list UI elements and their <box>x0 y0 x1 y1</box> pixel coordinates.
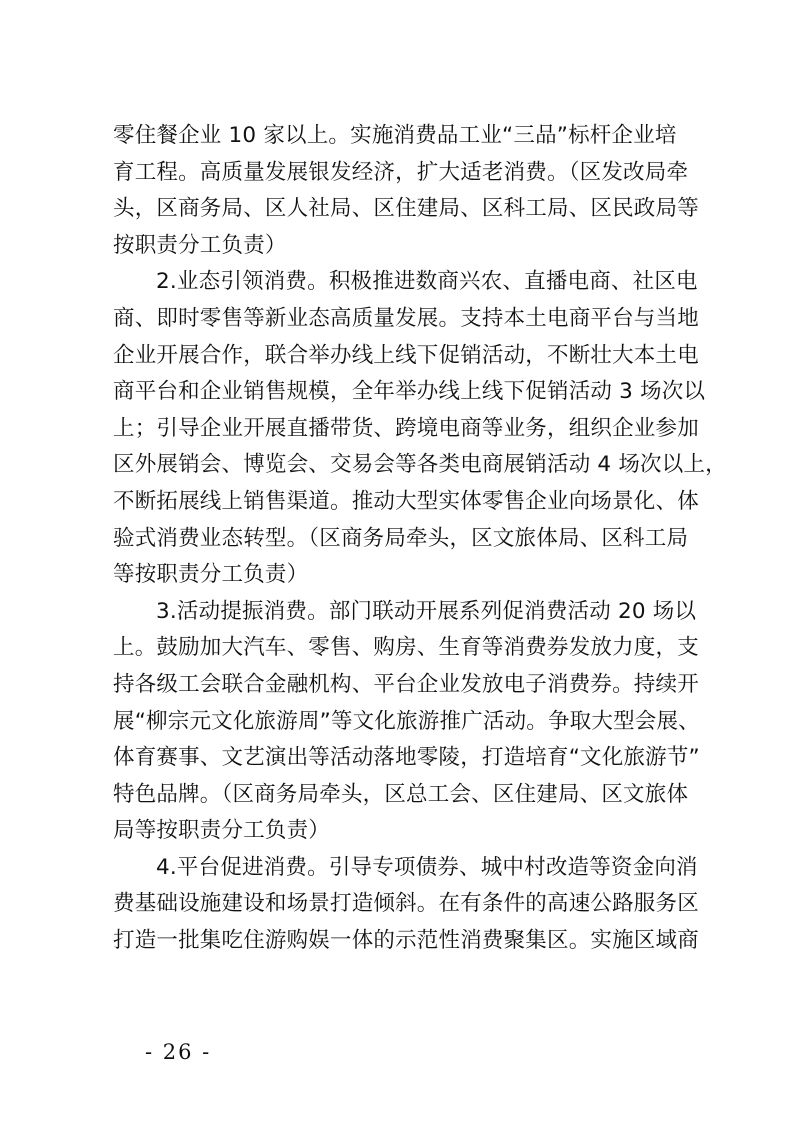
body-line: 按职责分工负责） <box>113 232 287 258</box>
body-line: 持各级工会联合金融机构、平台企业发放电子消费券。持续开 <box>113 671 699 697</box>
body-line: 育工程。高质量发展银发经济，扩大适老消费。（区发改局牵 <box>113 159 689 185</box>
body-line: 特色品牌。（区商务局牵头，区总工会、区住建局、区文旅体 <box>113 781 689 807</box>
document-body <box>113 118 727 960</box>
body-line: 上。鼓励加大汽车、零售、购房、生育等消费券发放力度，支 <box>113 635 699 661</box>
body-line: 局等按职责分工负责） <box>113 818 331 844</box>
body-line: 商平台和企业销售规模，全年举办线上线下促销活动 3 场次以 <box>113 379 706 405</box>
paragraph-heading-line: 4.平台促进消费。引导专项债券、城中村改造等资金向消 <box>156 854 698 880</box>
body-line: 验式消费业态转型。（区商务局牵头，区文旅体局、区科工局 <box>113 525 689 551</box>
body-line: 区外展销会、博览会、交易会等各类电商展销活动 4 场次以上， <box>113 452 727 478</box>
body-line: 体育赛事、文艺演出等活动落地零陵，打造培育“文化旅游节” <box>113 745 700 771</box>
body-line: 企业开展合作，联合举办线上线下促销活动，不断壮大本土电 <box>113 342 699 368</box>
body-line: 费基础设施建设和场景打造倾斜。在有条件的高速公路服务区 <box>113 891 699 917</box>
body-line: 商、即时零售等新业态高质量发展。支持本土电商平台与当地 <box>113 305 699 331</box>
body-line: 上；引导企业开展直播带货、跨境电商等业务，组织企业参加 <box>113 415 699 441</box>
body-line: 零住餐企业 10 家以上。实施消费品工业“三品”标杆企业培 <box>113 123 677 148</box>
body-line: 展“柳宗元文化旅游周”等文化旅游推广活动。争取大型会展、 <box>113 708 700 734</box>
paragraph-heading-line: 2.业态引领消费。积极推进数商兴农、直播电商、社区电 <box>156 269 698 295</box>
body-line: 不断拓展线上销售渠道。推动大型实体零售企业向场景化、体 <box>113 488 699 514</box>
body-line: 等按职责分工负责） <box>113 562 309 588</box>
body-line: 打造一批集吃住游购娱一体的示范性消费聚集区。实施区域商 <box>113 928 699 954</box>
body-line: 头，区商务局、区人社局、区住建局、区科工局、区民政局等 <box>113 196 699 222</box>
page-number: - 26 - <box>145 1040 212 1064</box>
paragraph-heading-line: 3.活动提振消费。部门联动开展系列促消费活动 20 场以 <box>156 598 697 624</box>
